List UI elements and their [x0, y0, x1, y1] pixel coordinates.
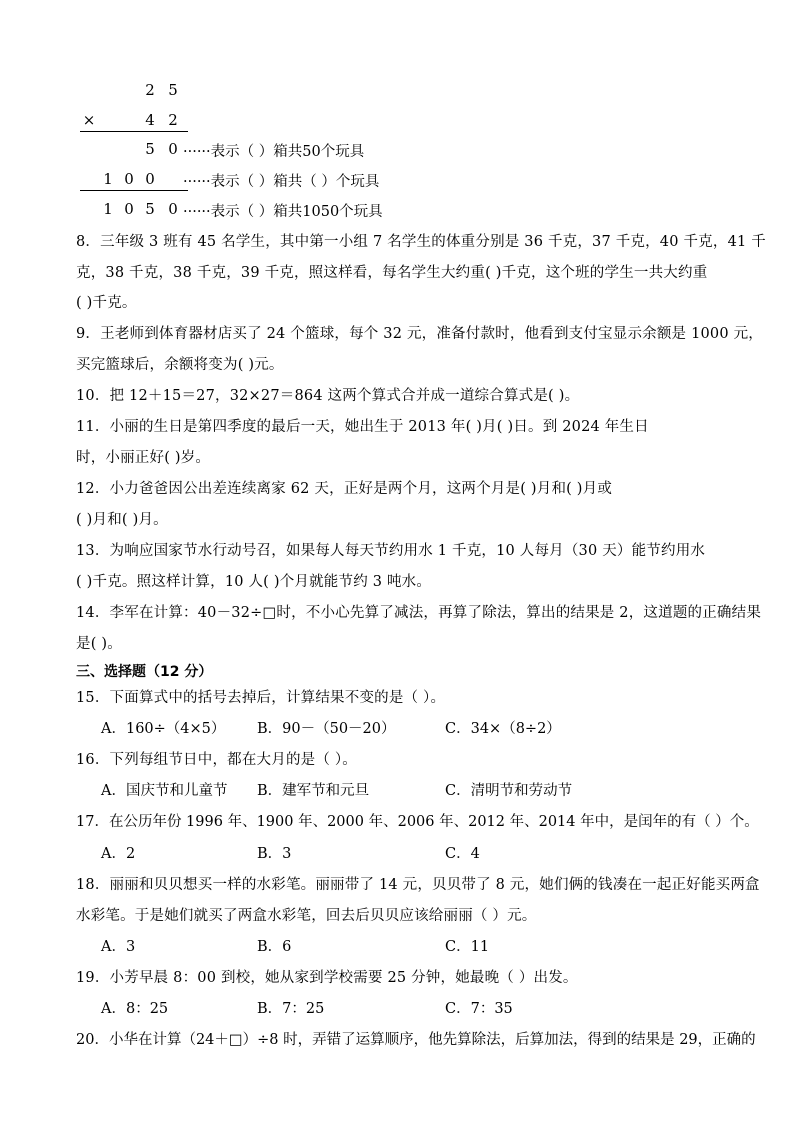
calc-rule	[80, 131, 188, 132]
question-20-stem: 20．小华在计算（24＋□）÷8 时，弄错了运算顺序，他先算除法，后算加法，得到的结果是 29，正确的	[76, 1032, 756, 1048]
question-17-stem: 17．在公历年份 1996 年、1900 年、2000 年、2006 年、2012 年、2014 年中，是闰年的有（ ）个。	[76, 814, 759, 830]
calc-note: ······表示（ ）箱共50个玩具	[183, 144, 365, 160]
option-b: B．7：25	[257, 1001, 325, 1017]
calc-digit: 4	[145, 111, 155, 129]
option-c: C．4	[445, 846, 480, 862]
calc-digit: 1	[103, 200, 113, 218]
question-13-line-2: ( )千克。照这样计算，10 人( )个月就能节约 3 吨水。	[76, 574, 432, 590]
question-8-line-3: ( )千克。	[76, 295, 137, 311]
option-a: A．3	[101, 939, 136, 955]
calc-digit: 0	[145, 170, 155, 188]
option-c: C．34×（8÷2）	[445, 721, 561, 737]
question-11-line-1: 11．小丽的生日是第四季度的最后一天，她出生于 2013 年( )月( )日。到 2024 年生日	[76, 419, 649, 435]
question-16-stem: 16．下列每组节日中，都在大月的是（ ）。	[76, 752, 358, 768]
question-14-line-2: 是( )。	[76, 636, 122, 652]
question-15-stem: 15．下面算式中的括号去掉后，计算结果不变的是（ ）。	[76, 690, 446, 706]
option-c: C．11	[445, 939, 490, 955]
question-18-line-2: 水彩笔。于是她们就买了两盒水彩笔，回去后贝贝应该给丽丽（ ）元。	[76, 908, 537, 924]
times-sign: ×	[82, 111, 96, 129]
question-12-line-1: 12．小力爸爸因公出差连续离家 62 天，正好是两个月，这两个月是( )月和( )月或	[76, 481, 613, 497]
question-19-stem: 19．小芳早晨 8：00 到校，她从家到学校需要 25 分钟，她最晚（ ）出发。	[76, 970, 578, 986]
calc-note: ······表示（ ）箱共（ ）个玩具	[183, 174, 380, 190]
section-title: 三、选择题（12 分）	[76, 664, 213, 680]
option-a: A．160÷（4×5）	[101, 721, 226, 737]
option-a: A．国庆节和儿童节	[101, 783, 228, 799]
calc-digit: 0	[124, 170, 134, 188]
calc-digit: 2	[145, 81, 155, 99]
question-9-line-1: 9．王老师到体育器材店买了 24 个篮球，每个 32 元，准备付款时，他看到支付宝显示余额是 1000 元，	[76, 326, 763, 342]
question-8-line-1: 8．三年级 3 班有 45 名学生，其中第一小组 7 名学生的体重分别是 36 千克，37 千克，40 千克，41 千	[76, 234, 766, 250]
calc-digit: 0	[124, 200, 134, 218]
question-12-line-2: ( )月和( )月。	[76, 512, 168, 528]
option-c: C．清明节和劳动节	[445, 783, 573, 799]
calc-digit: 0	[168, 140, 178, 158]
calc-digit: 0	[168, 200, 178, 218]
calc-digit: 5	[145, 140, 155, 158]
question-8-line-2: 克，38 千克，38 千克，39 千克，照这样看，每名学生大约重( )千克，这个班的学生一共大约重	[76, 265, 708, 281]
question-9-line-2: 买完篮球后，余额将变为( )元。	[76, 357, 284, 373]
calc-digit: 5	[145, 200, 155, 218]
question-18-line-1: 18．丽丽和贝贝想买一样的水彩笔。丽丽带了 14 元，贝贝带了 8 元，她们俩的钱凑在一起正好能买两盒	[76, 877, 760, 893]
option-b: B．90－（50－20）	[257, 721, 396, 737]
question-11-line-2: 时，小丽正好( )岁。	[76, 450, 211, 466]
option-a: A．8：25	[101, 1001, 169, 1017]
calc-rule	[80, 190, 188, 191]
question-10-line-1: 10．把 12＋15＝27，32×27＝864 这两个算式合并成一道综合算式是( )。	[76, 388, 580, 404]
calc-digit: 1	[103, 170, 113, 188]
question-13-line-1: 13．为响应国家节水行动号召，如果每人每天节约用水 1 千克，10 人每月（30 天）能节约用水	[76, 543, 706, 559]
calc-note: ······表示（ ）箱共1050个玩具	[183, 204, 383, 220]
calc-digit: 2	[168, 111, 178, 129]
calc-digit: 5	[168, 81, 178, 99]
option-b: B．6	[257, 939, 292, 955]
option-c: C．7：35	[445, 1001, 513, 1017]
option-b: B．3	[257, 846, 292, 862]
option-b: B．建军节和元旦	[257, 783, 370, 799]
option-a: A．2	[101, 846, 136, 862]
question-14-line-1: 14．李军在计算：40－32÷□时，不小心先算了减法，再算了除法，算出的结果是 2，这道题的正确结果	[76, 605, 762, 621]
